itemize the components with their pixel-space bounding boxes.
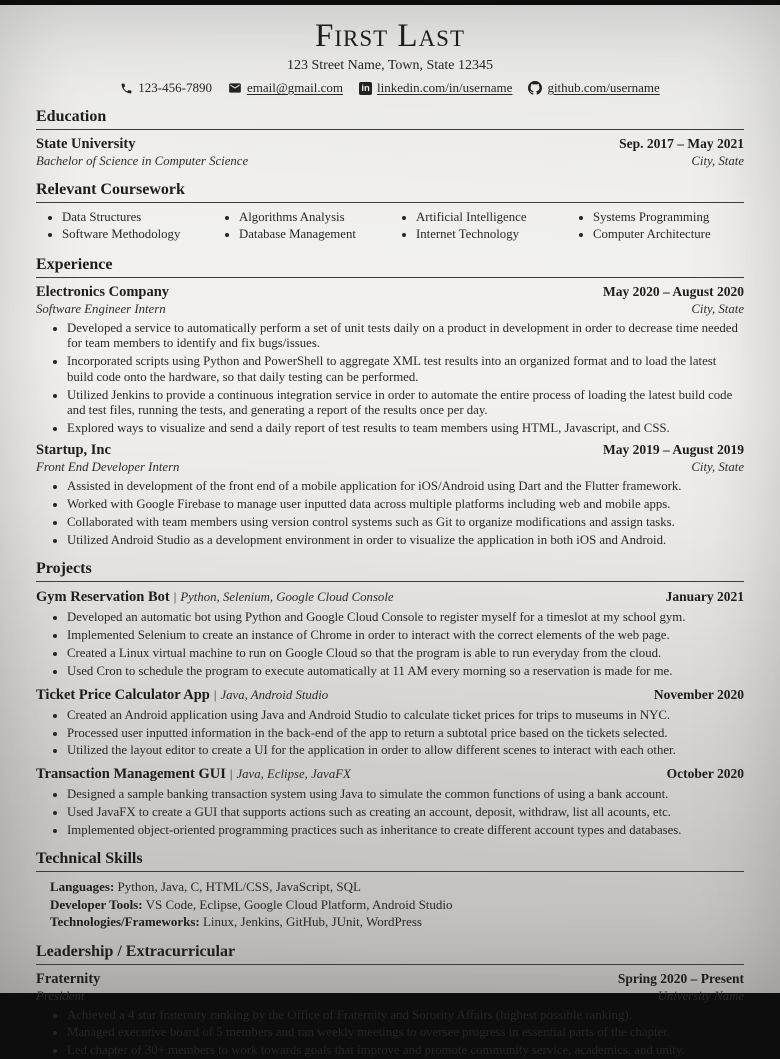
github-contact[interactable] bbox=[528, 80, 659, 96]
project-bullets bbox=[36, 610, 744, 679]
bullet-item: • Created a Linux virtual machine to run on Google Cloud so that the program is able to run everyday from the cloud. bbox=[67, 646, 744, 661]
leadership-location: University Name bbox=[658, 989, 744, 1004]
school-name: State University bbox=[36, 136, 135, 153]
bullet-item: • Developed an automatic bot using Python and Google Cloud Console to register myself for a timeslot at my school gym. bbox=[67, 610, 744, 625]
email-contact[interactable] bbox=[228, 80, 343, 96]
experience-dates: May 2019 – August 2019 bbox=[603, 442, 744, 458]
phone-icon bbox=[120, 82, 133, 95]
skill-label: Developer Tools: bbox=[50, 897, 143, 912]
bullet-item: • Used JavaFX to create a GUI that supports actions such as creating an account, deposit, withdraw, list all acounts, etc. bbox=[67, 805, 744, 820]
experience-entry-sub bbox=[36, 460, 744, 475]
experience-bullets bbox=[36, 321, 744, 436]
project-tech: Python, Selenium, Google Cloud Console bbox=[180, 590, 393, 604]
project-bullets bbox=[36, 787, 744, 838]
leadership-entry-head bbox=[36, 971, 744, 988]
project-entry-head bbox=[36, 765, 744, 783]
section-projects bbox=[36, 559, 744, 838]
project-bullets bbox=[36, 708, 744, 759]
experience-location: City, State bbox=[691, 460, 744, 475]
bullet-item: • Utilized Android Studio as a development environment in order to visualize the application in both iOS and Android. bbox=[67, 533, 744, 548]
github-link[interactable]: github.com/username bbox=[547, 80, 659, 96]
section-coursework bbox=[36, 180, 744, 244]
project-entry-head bbox=[36, 686, 744, 704]
resume-page bbox=[0, 5, 780, 993]
coursework-column bbox=[567, 209, 744, 242]
experience-dates: May 2020 – August 2020 bbox=[603, 284, 744, 300]
bullet-item: • Developed a service to automatically perform a set of unit tests daily on a product in development in order to decrease time needed for team members to identify and fix bugs/issues. bbox=[67, 321, 744, 352]
coursework-grid bbox=[36, 205, 744, 244]
project-name: Ticket Price Calculator App bbox=[36, 687, 210, 703]
project-tech: Java, Android Studio bbox=[220, 688, 328, 702]
phone-number: 123-456-7890 bbox=[138, 80, 212, 96]
job-title: Software Engineer Intern bbox=[36, 302, 166, 317]
section-title-skills: Technical Skills bbox=[36, 849, 744, 872]
skill-value: Linux, Jenkins, GitHub, JUnit, WordPress bbox=[203, 914, 422, 929]
contact-row bbox=[36, 80, 744, 96]
bullet-item: • Utilized the layout editor to create a UI for the application in order to allow different scenes to interact with each other. bbox=[67, 743, 744, 758]
bullet-item: • Managed executive board of 5 members and ran weekly meetings to oversee progress in essential parts of the chapter. bbox=[67, 1025, 744, 1040]
education-dates: Sep. 2017 – May 2021 bbox=[619, 136, 744, 152]
coursework-column bbox=[213, 209, 390, 242]
project-separator: | bbox=[210, 687, 221, 702]
github-icon bbox=[528, 81, 542, 95]
experience-bullets bbox=[36, 479, 744, 548]
bullet-item: • Assisted in development of the front end of a mobile application for iOS/Android using Dart and the Flutter framework. bbox=[67, 479, 744, 494]
project-date: October 2020 bbox=[667, 766, 744, 782]
project-title-line bbox=[36, 686, 328, 704]
project-date: January 2021 bbox=[666, 589, 744, 605]
course-item: • Artificial Intelligence bbox=[416, 209, 567, 226]
bullet-item: • Processed user inputted information in the back-end of the app to return a subtotal price based on the tickets selected. bbox=[67, 726, 744, 741]
project-entry-head bbox=[36, 588, 744, 606]
bullet-item: • Worked with Google Firebase to manage user inputted data across multiple platforms including web and mobile apps. bbox=[67, 497, 744, 512]
section-title-projects: Projects bbox=[36, 559, 744, 582]
experience-entry-head bbox=[36, 442, 744, 459]
linkedin-icon: in bbox=[359, 82, 372, 95]
email-link[interactable]: email@gmail.com bbox=[247, 80, 343, 96]
bullet-item: • Led chapter of 30+ members to work towards goals that improve and promote community service, academics, and unity. bbox=[67, 1043, 744, 1058]
project-tech: Java, Eclipse, JavaFX bbox=[236, 767, 350, 781]
job-title: Front End Developer Intern bbox=[36, 460, 179, 475]
skill-row bbox=[50, 896, 744, 914]
section-title-coursework: Relevant Coursework bbox=[36, 180, 744, 203]
experience-entry-head bbox=[36, 284, 744, 301]
skill-row bbox=[50, 878, 744, 896]
section-title-education: Education bbox=[36, 107, 744, 130]
project-title-line bbox=[36, 765, 351, 783]
coursework-column bbox=[390, 209, 567, 242]
project-separator: | bbox=[226, 766, 237, 781]
experience-location: City, State bbox=[691, 302, 744, 317]
organization-name: Fraternity bbox=[36, 971, 100, 988]
project-title-line bbox=[36, 588, 394, 606]
skills-rows bbox=[50, 878, 744, 931]
company-name: Startup, Inc bbox=[36, 442, 111, 459]
bullet-item: • Collaborated with team members using version control systems such as Git to organize modifications and assign tasks. bbox=[67, 515, 744, 530]
coursework-column bbox=[36, 209, 213, 242]
section-experience bbox=[36, 255, 744, 548]
skill-label: Technologies/Frameworks: bbox=[50, 914, 200, 929]
education-entry-sub bbox=[36, 154, 744, 169]
bullet-item: • Implemented object-oriented programming practices such as inheritance to create different account types and databases. bbox=[67, 823, 744, 838]
project-date: November 2020 bbox=[654, 687, 744, 703]
bullet-item: • Explored ways to visualize and send a daily report of test results to team members using HTML, Javascript, and CSS. bbox=[67, 421, 744, 436]
project-separator: | bbox=[170, 589, 181, 604]
leadership-role: President bbox=[36, 989, 85, 1004]
section-skills bbox=[36, 849, 744, 931]
course-item: • Software Methodology bbox=[62, 226, 213, 243]
linkedin-contact[interactable] bbox=[359, 80, 512, 96]
person-name: First Last bbox=[36, 17, 744, 55]
section-leadership bbox=[36, 942, 744, 1059]
bullet-item: • Created an Android application using Java and Android Studio to calculate ticket prices for trips to museums in NYC. bbox=[67, 708, 744, 723]
section-education bbox=[36, 107, 744, 169]
linkedin-link[interactable]: linkedin.com/in/username bbox=[377, 80, 512, 96]
bullet-item: • Achieved a 4 star fraternity ranking by the Office of Fraternity and Sorority Affairs (highest possible ranking). bbox=[67, 1008, 744, 1023]
email-icon bbox=[228, 81, 242, 95]
skill-value: VS Code, Eclipse, Google Cloud Platform, Android Studio bbox=[146, 897, 453, 912]
course-item: • Algorithms Analysis bbox=[239, 209, 390, 226]
skill-label: Languages: bbox=[50, 879, 114, 894]
bullet-item: • Implemented Selenium to create an instance of Chrome in order to interact with the correct elements of the web page. bbox=[67, 628, 744, 643]
section-title-experience: Experience bbox=[36, 255, 744, 278]
section-title-leadership: Leadership / Extracurricular bbox=[36, 942, 744, 965]
course-item: • Internet Technology bbox=[416, 226, 567, 243]
bullet-item: • Incorporated scripts using Python and PowerShell to aggregate XML test results into an organized format and to load the latest build code onto the hardware, so that daily testing can be performed. bbox=[67, 354, 744, 385]
education-location: City, State bbox=[691, 154, 744, 169]
bullet-item: • Designed a sample banking transaction system using Java to simulate the common functions of using a bank account. bbox=[67, 787, 744, 802]
degree: Bachelor of Science in Computer Science bbox=[36, 154, 248, 169]
bullet-item: • Used Cron to schedule the program to execute automatically at 11 AM every morning so a reservation is made for me. bbox=[67, 664, 744, 679]
project-name: Transaction Management GUI bbox=[36, 766, 226, 782]
leadership-entry-sub bbox=[36, 989, 744, 1004]
education-entry-head bbox=[36, 136, 744, 153]
bullet-item: • Utilized Jenkins to provide a continuous integration service in order to automate the entire process of loading the latest build code and test files, running the tests, and generating a report of the results once per day. bbox=[67, 388, 744, 419]
address-line: 123 Street Name, Town, State 12345 bbox=[36, 57, 744, 74]
leadership-dates: Spring 2020 – Present bbox=[618, 971, 744, 987]
skill-value: Python, Java, C, HTML/CSS, JavaScript, SQL bbox=[118, 879, 361, 894]
company-name: Electronics Company bbox=[36, 284, 169, 301]
project-name: Gym Reservation Bot bbox=[36, 589, 170, 605]
phone-contact bbox=[120, 80, 212, 96]
leadership-bullets bbox=[36, 1008, 744, 1059]
resume-content bbox=[0, 5, 780, 1059]
skill-row bbox=[50, 913, 744, 931]
course-item: • Systems Programming bbox=[593, 209, 744, 226]
course-item: • Computer Architecture bbox=[593, 226, 744, 243]
course-item: • Data Structures bbox=[62, 209, 213, 226]
course-item: • Database Management bbox=[239, 226, 390, 243]
experience-entry-sub bbox=[36, 302, 744, 317]
